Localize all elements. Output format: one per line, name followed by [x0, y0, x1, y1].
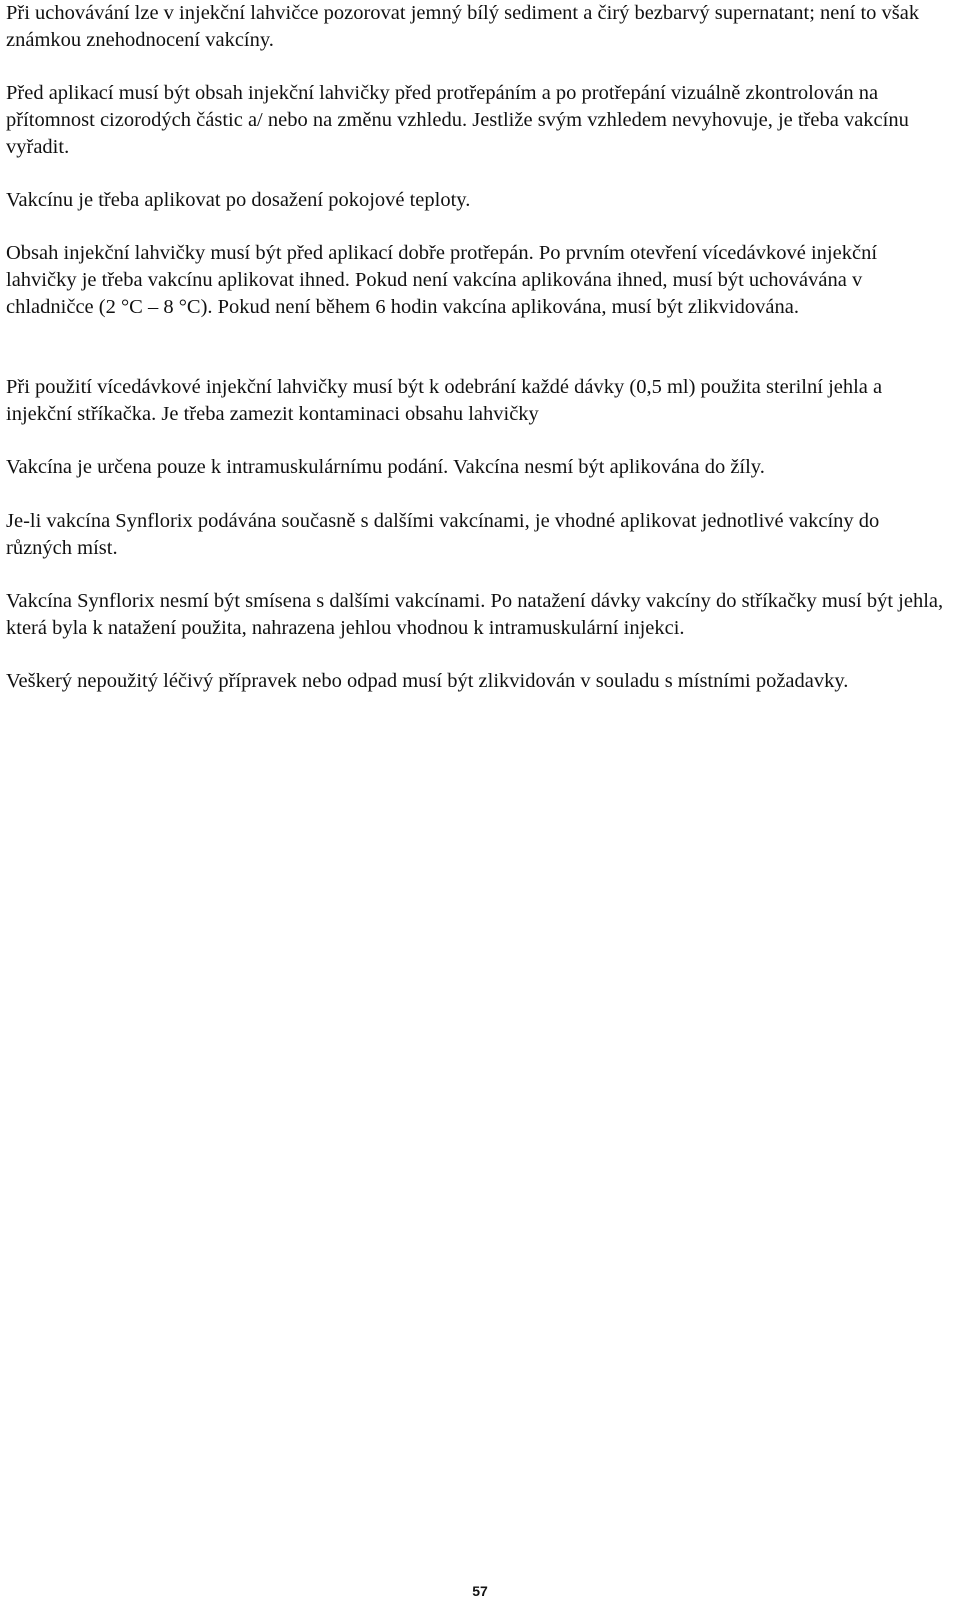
- paragraph-sediment-note: Při uchovávání lze v injekční lahvičce pozorovat jemný bílý sediment a čirý bezbarvý supernatant; není to však známkou znehodnocení vakcíny.: [6, 2, 920, 51]
- paragraph-multidose-storage: Obsah injekční lahvičky musí být před aplikací dobře protřepán. Po prvním otevření vícedávkové injekční lahvičky je třeba vakcínu aplikovat ihned. Pokud není vakcína aplikována ihned, musí být uchovávána v chladničce (2 °C – 8 °C). Pokud není během 6 hodin vakcína aplikována, musí být zlikvidována.: [6, 242, 878, 318]
- paragraph-no-mixing: Vakcína Synflorix nesmí být smísena s dalšími vakcínami. Po natažení dávky vakcíny do stříkačky musí být jehla, která byla k natažení použita, nahrazena jehlou vhodnou k intramuskulární injekci.: [6, 590, 944, 639]
- paragraph-sterile-needle: Při použití vícedávkové injekční lahvičky musí být k odebrání každé dávky (0,5 ml) použita sterilní jehla a injekční stříkačka. Je třeba zamezit kontaminaci obsahu lahvičky: [6, 376, 883, 425]
- paragraph-disposal: Veškerý nepoužitý léčivý přípravek nebo odpad musí být zlikvidován v souladu s místními požadavky.: [6, 670, 849, 692]
- paragraph-intramuscular-only: Vakcína je určena pouze k intramuskulárnímu podání. Vakcína nesmí být aplikována do žíly.: [6, 456, 765, 478]
- paragraph-room-temperature: Vakcínu je třeba aplikovat po dosažení pokojové teploty.: [6, 189, 471, 211]
- paragraph-visual-inspection: Před aplikací musí být obsah injekční lahvičky před protřepáním a po protřepání vizuálně zkontrolován na přítomnost cizorodých částic a/ nebo na změnu vzhledu. Jestliže svým vzhledem nevyhovuje, je třeba vakcínu vyřadit.: [6, 82, 909, 158]
- paragraph-injection-sites: Je-li vakcína Synflorix podávána současně s dalšími vakcínami, je vhodné aplikovat jednotlivé vakcíny do různých míst.: [6, 510, 880, 559]
- page-number: 57: [472, 1583, 488, 1599]
